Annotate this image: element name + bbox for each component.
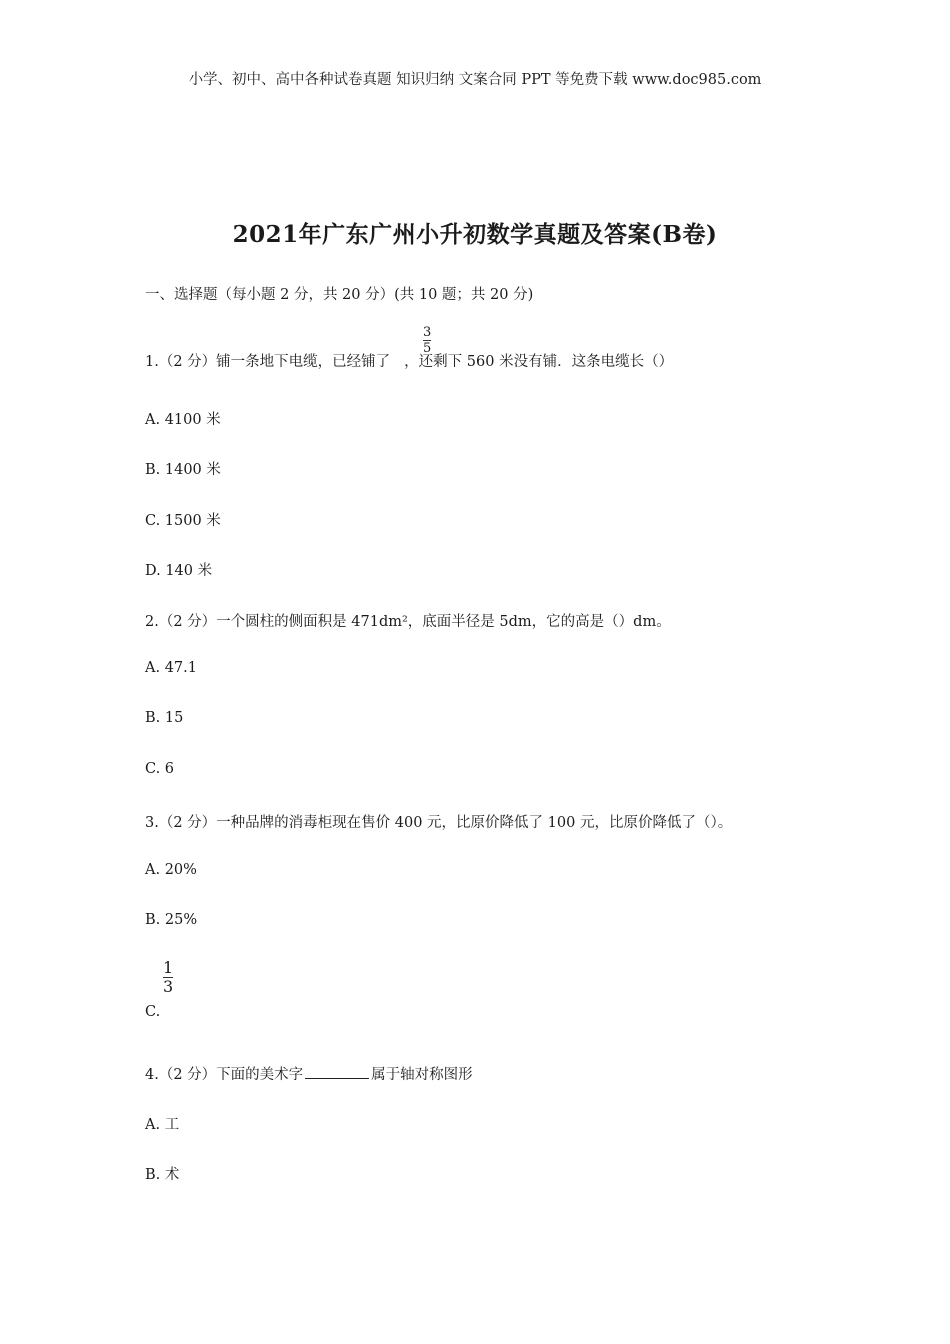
question-4-option-a: A. 工 [145, 1117, 180, 1133]
question-3-option-a: A. 20% [145, 862, 197, 878]
question-2-option-c: C. 6 [145, 761, 175, 777]
question-1-stem [145, 350, 673, 371]
question-1-option-a: A. 4100 米 [145, 412, 221, 428]
question-1-option-b: B. 1400 米 [145, 462, 221, 478]
fraction-denominator: 5 [423, 341, 432, 356]
question-2-option-a: A. 47.1 [145, 660, 197, 676]
answer-blank [305, 1066, 369, 1079]
document-title: 2021年广东广州小升初数学真题及答案(B卷) [232, 221, 718, 248]
question-3-option-b: B. 25% [145, 912, 198, 928]
question-2-option-b: B. 15 [145, 710, 184, 726]
question-4-stem-after: 属于轴对称图形 [371, 1067, 473, 1083]
question-1-stem-after: ，还剩下 560 米没有铺．这条电缆长（） [404, 354, 674, 370]
question-4-option-b: B. 术 [145, 1167, 180, 1183]
question-4-stem-before: 4.（2 分）下面的美术字 [145, 1067, 304, 1083]
fraction-numerator: 3 [423, 325, 432, 340]
fraction-denominator: 3 [163, 977, 174, 996]
question-1-option-d: D. 140 米 [145, 563, 213, 579]
question-4-stem [145, 1063, 473, 1084]
question-2-stem: 2.（2 分）一个圆柱的侧面积是 471dm²，底面半径是 5dm，它的高是（）dm。 [145, 614, 671, 630]
section-heading: 一、选择题（每小题 2 分，共 20 分）(共 10 题；共 20 分) [145, 287, 534, 303]
question-1-fraction [423, 326, 431, 355]
fraction-numerator: 1 [163, 958, 174, 977]
question-3-option-c-label: C. [145, 1004, 161, 1020]
question-1-stem-before: 1.（2 分）铺一条地下电缆，已经铺了 [145, 354, 391, 370]
question-3-option-c-fraction [163, 960, 173, 995]
question-3-stem: 3.（2 分）一种品牌的消毒柜现在售价 400 元，比原价降低了 100 元，比原价降低了（）。 [145, 815, 733, 831]
page-header: 小学、初中、高中各种试卷真题 知识归纳 文案合同 PPT 等免费下载 www.doc985.com [188, 72, 762, 88]
question-1-option-c: C. 1500 米 [145, 513, 221, 529]
